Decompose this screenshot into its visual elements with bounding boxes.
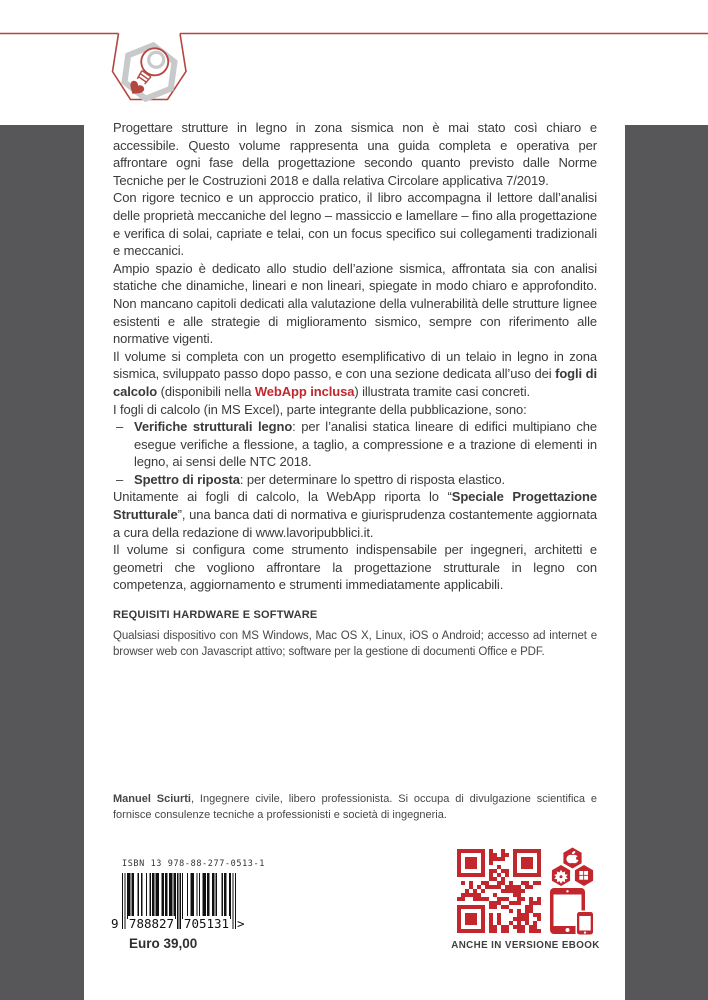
ean-digit-right-group: 705131: [183, 916, 230, 931]
phone-icon: [576, 911, 595, 937]
isbn-label: ISBN 13 978-88-277-0513-1: [122, 859, 265, 869]
blurb-paragraph: I fogli di calcolo (in MS Excel), parte integrante della pubblicazione, sono:: [113, 401, 527, 417]
qr-code-icon: [457, 849, 541, 933]
ean-quiet-zone-mark: >: [237, 916, 245, 931]
requirements-heading: REQUISITI HARDWARE E SOFTWARE: [113, 609, 318, 622]
blurb-paragraph: Unitamente ai fogli di calcolo, la WebApp riporta lo “Speciale Progettazione Strutturale”, una banca dati di normativa e giurisprudenza costantemente aggiornata a cura della redazione di www.lavoripubblici.it.: [113, 489, 597, 540]
ean-barcode: [111, 873, 245, 933]
list-dash: –: [116, 471, 124, 487]
blurb-paragraph: Ampio spazio è dedicato allo studio dell’azione sismica, affrontata sia con analisi statiche che dinamiche, lineari e non lineari, spiegate in modo chiaro e approfondito. Non mancano capitoli dedicati alla valutazione della vulnerabilità delle strutture lignee esistenti e alle strategie di miglioramento sismico, sempre con riferimento alle normative vigenti.: [113, 260, 597, 347]
author-bio: Manuel Sciurti, Ingegnere civile, libero professionista. Si occupa di divulgazione scientifica e fornisce consulenze tecniche a professionisti e società di ingegneria.: [113, 793, 597, 821]
left-gray-panel: [0, 125, 84, 1000]
publisher-logo: [0, 0, 708, 115]
price-label: Euro 39,00: [129, 936, 198, 951]
blurb-paragraph: Il volume si completa con un progetto esemplificativo di un telaio in legno in zona sismica, sviluppato passo dopo passo, e con una sezione dedicata all’uso dei fogli di calcolo (disponibili nella WebApp inclusa) illustrata tramite casi concreti.: [113, 348, 597, 399]
blurb-section: [113, 119, 597, 661]
windows-icon: [575, 865, 593, 886]
right-gray-panel: [625, 125, 708, 1000]
blurb-blocks: [113, 119, 597, 594]
ebook-devices-icon: [548, 886, 596, 936]
ean-digit-first: 9: [111, 916, 119, 931]
ebook-note: ANCHE IN VERSIONE EBOOK: [451, 940, 600, 951]
requirements-body: Qualsiasi dispositivo con MS Windows, Mac OS X, Linux, iOS o Android; accesso ad internet e browser web con Javascript attivo; software per la gestione di documenti Office e PDF.: [113, 629, 597, 659]
requirements-section: [113, 607, 597, 661]
bullet-item: – Verifiche strutturali legno: per l’analisi statica lineare di edifici multipiano che esegue verifiche a flessione, a taglio, a compressione e a trazione di elementi in legno, ai sensi delle NTC 2018.: [116, 419, 597, 470]
blurb-paragraph: Progettare strutture in legno in zona sismica non è mai stato così chiaro e accessibile. Questo volume rappresenta una guida completa e operativa per affrontare ogni fase della progettazione secondo quanto previsto dalle Norme Tecniche per le Costruzioni 2018 e dalla relativa Circolare applicativa 7/2019.: [113, 120, 597, 188]
ean-digit-left-group: 788827: [128, 916, 175, 931]
list-dash: –: [116, 419, 124, 435]
platform-hexagons: [548, 845, 596, 889]
bullet-item: – Spettro di riposta: per determinare lo spettro di risposta elastico.: [116, 471, 506, 487]
blurb-paragraph: Il volume si configura come strumento indispensabile per ingegneri, architetti e geometri che vogliono affrontare la progettazione strutturale in legno con competenza, aggiornamento e strumenti immediatamente applicabili.: [113, 542, 597, 593]
blurb-paragraph: Con rigore tecnico e un approccio pratico, il libro accompagna il lettore dall’analisi delle proprietà meccaniche del legno – massiccio e lamellare – fino alla progettazione e verifica di solai, capriate e telai, con un focus specifico sui collegamenti tradizionali e meccanici.: [113, 190, 597, 259]
